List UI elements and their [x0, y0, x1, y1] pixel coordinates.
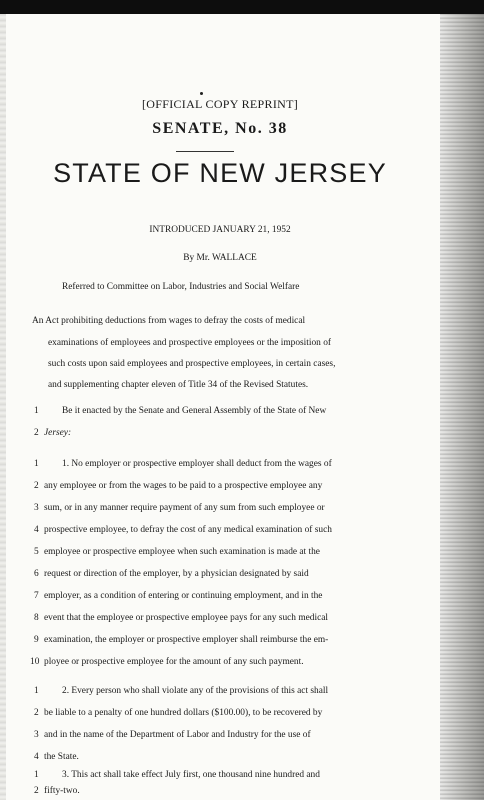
line-number: 5 — [34, 547, 39, 557]
line-number: 8 — [34, 613, 39, 623]
section-line: ployee or prospective employee for the amount of any such payment. — [44, 657, 304, 667]
bill-number: SENATE, No. 38 — [152, 120, 288, 137]
section-line: and in the name of the Department of Labor and Industry for the use of — [44, 730, 311, 740]
section-line: 2. Every person who shall violate any of the provisions of this act shall — [62, 686, 329, 696]
line-number: 3 — [34, 503, 39, 513]
section-line: the State. — [44, 752, 79, 762]
section-line: event that the employee or prospective employee pays for any such medical — [44, 613, 329, 623]
committee-referral: Referred to Committee on Labor, Industries and Social Welfare — [62, 282, 300, 292]
act-title-line: and supplementing chapter eleven of Title 34 of the Revised Statutes. — [48, 380, 309, 390]
line-number: 7 — [34, 591, 39, 601]
enacting-clause: Jersey: — [44, 428, 72, 438]
enacting-clause: Be it enacted by the Senate and General Assembly of the State of New — [62, 406, 327, 416]
reprint-label: [OFFICIAL COPY REPRINT] — [141, 97, 299, 111]
section-line: 1. No employer or prospective employer shall deduct from the wages of — [62, 459, 332, 469]
line-number: 2 — [34, 708, 39, 718]
section-line: be liable to a penalty of one hundred dollars ($100.00), to be recovered by — [44, 708, 323, 718]
section-line: 3. This act shall take effect July first, one thousand nine hundred and — [62, 770, 320, 780]
section-line: employee or prospective employee when such examination is made at the — [44, 547, 320, 557]
line-number: 4 — [34, 752, 39, 762]
line-number: 1 — [34, 686, 39, 696]
act-title-line: examinations of employees and prospective employees or the imposition of — [48, 338, 332, 348]
line-number: 2 — [34, 428, 39, 438]
line-number: 2 — [34, 481, 39, 491]
print-mark — [200, 92, 203, 95]
line-number: 6 — [34, 569, 39, 579]
section-line: any employee or from the wages to be paid to a prospective employee any — [44, 481, 323, 491]
scan-top-border — [0, 0, 484, 14]
line-number: 2 — [34, 786, 39, 796]
line-number: 1 — [34, 406, 39, 416]
line-number: 3 — [34, 730, 39, 740]
section-line: employer, as a condition of entering or continuing employment, and in the — [44, 591, 323, 601]
act-title-line: such costs upon said employees and prospective employees, in certain cases, — [48, 359, 336, 369]
state-heading: STATE OF NEW JERSEY — [53, 158, 387, 188]
title-rule — [176, 151, 234, 152]
line-number: 9 — [34, 635, 39, 645]
introduced-date: INTRODUCED JANUARY 21, 1952 — [149, 225, 291, 235]
line-number: 1 — [34, 770, 39, 780]
section-line: fifty-two. — [44, 786, 80, 796]
section-line: request or direction of the employer, by a physician designated by said — [44, 569, 309, 579]
scan-right-edge — [440, 14, 484, 800]
line-number: 10 — [30, 657, 40, 667]
line-number: 1 — [34, 459, 39, 469]
section-line: prospective employee, to defray the cost of any medical examination of such — [44, 525, 332, 535]
section-line: sum, or in any manner require payment of any sum from such employee or — [44, 503, 325, 513]
act-title-line: An Act prohibiting deductions from wages to defray the costs of medical — [32, 316, 306, 326]
line-number: 4 — [34, 525, 39, 535]
section-line: examination, the employer or prospective employer shall reimburse the em- — [44, 635, 329, 645]
sponsor: By Mr. WALLACE — [183, 253, 257, 263]
